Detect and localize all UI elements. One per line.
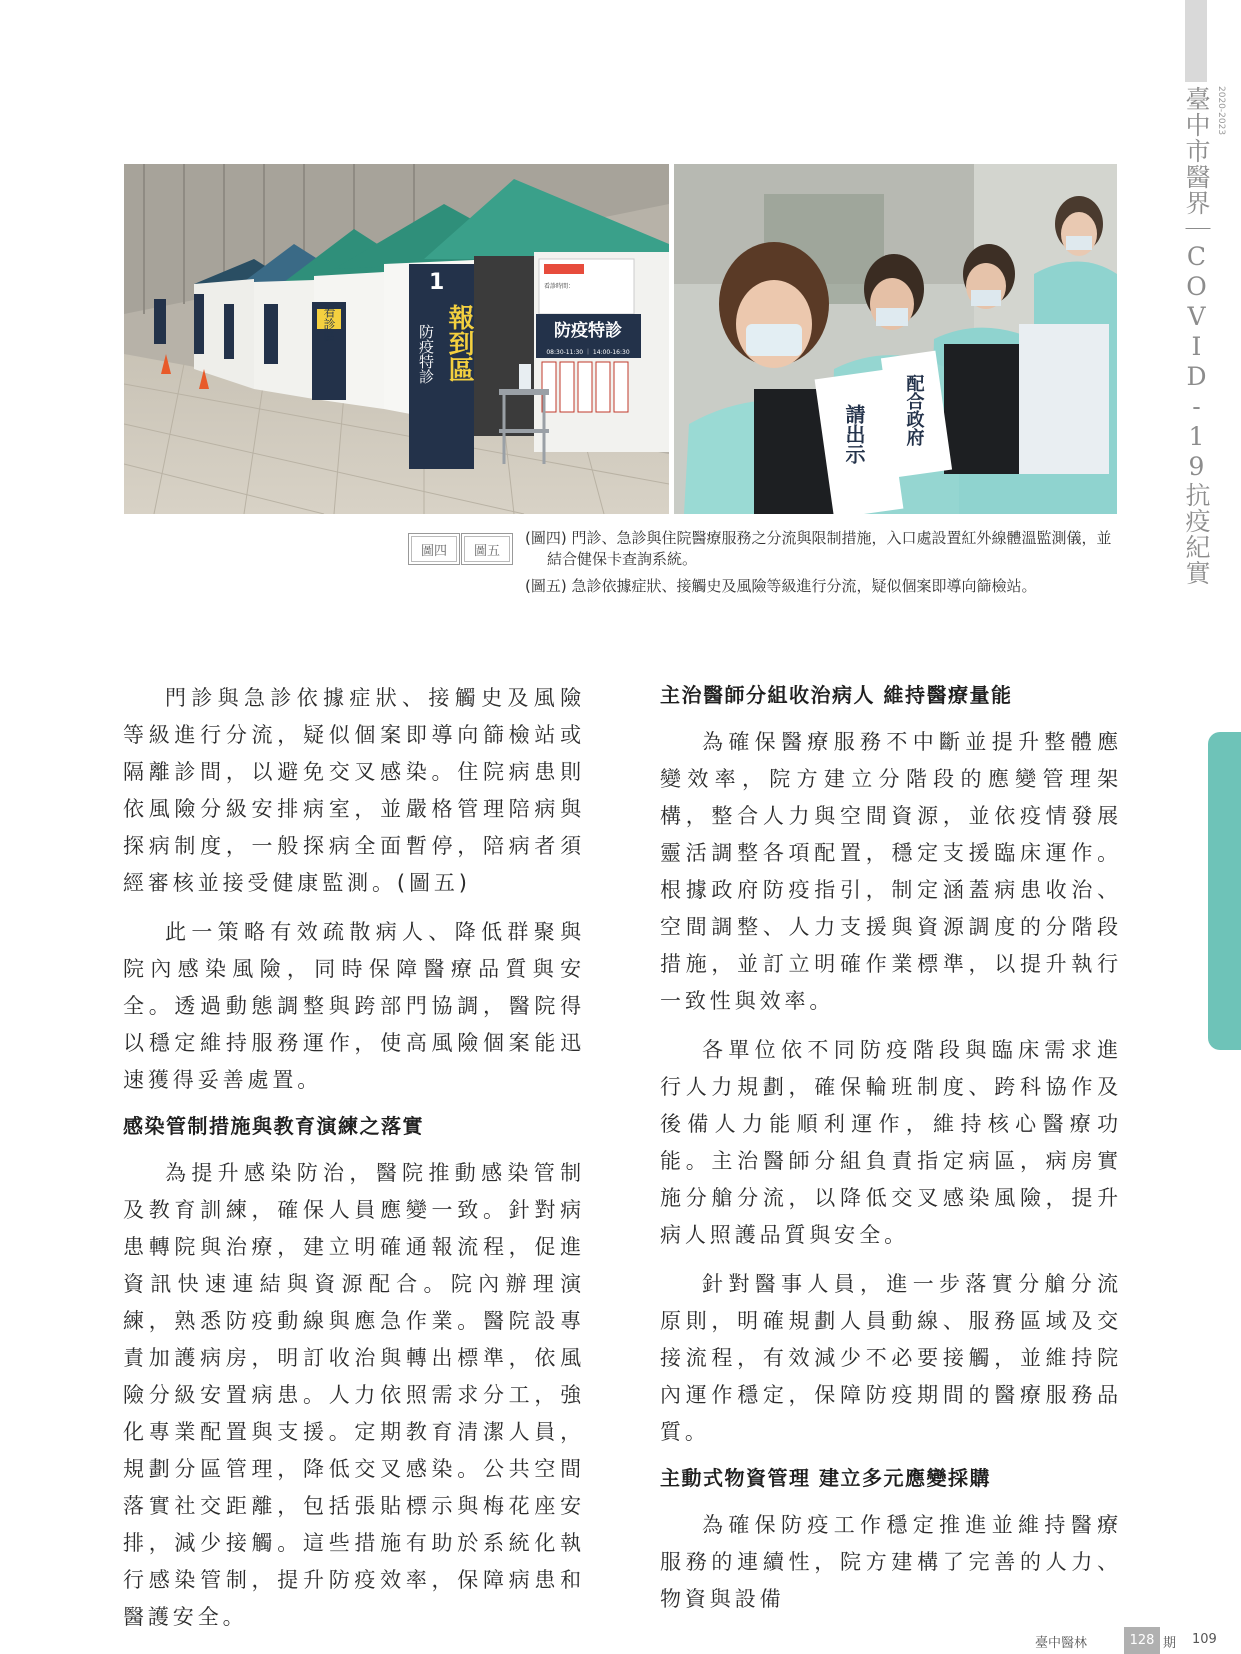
side-running-title: 臺中市醫界｜COVID-19抗疫紀實 [1182,86,1211,586]
footer-issue-label: 期 [1163,1636,1177,1651]
right-heading-supply-management: 主動式物資管理 建立多元應變採購 [660,1466,991,1490]
left-heading-infection-control: 感染管制措施與教育演練之落實 [123,1114,424,1138]
footer-journal-name: 臺中醫林 [1035,1636,1088,1651]
sign-checkin-text: 報到區 [444,304,474,382]
banner-b-text: 配合政府 [903,374,925,446]
side-teal-tab [1208,732,1241,1050]
figure-tag-5: 圖五 [461,533,513,565]
sign-vertical-text: 防疫特診 [417,324,435,384]
sign-number: 1 [429,270,445,295]
board-top-text: 看診時間： [544,283,575,290]
left-paragraph-1: 門診與急診依據症狀、接觸史及風險等級進行分流，疑似個案即導向篩檢站或隔離診間，以避免交叉感染。住院病患則依風險分級安排病室，並嚴格管理陪病與探病制度，一般探病全面暫停，陪病者須經審核並接受健康監測。(圖五) [123,686,585,895]
left-paragraph-2: 此一策略有效疏散病人、降低群聚與院內感染風險，同時保障醫療品質與安全。透過動態調整與跨部門協調，醫院得以穩定維持服務運作，使高風險個案能迅速獲得妥善處置。 [123,920,585,1092]
right-paragraph-2: 各單位依不同防疫階段與臨床需求進行人力規劃，確保輪班制度、跨科協作及後備人力能順利運作，維持核心醫療功能。主治醫師分組負責指定病區，病房實施分艙分流，以降低交叉感染風險，提升病人照護品質與安全。 [660,1038,1122,1247]
right-paragraph-1: 為確保醫療服務不中斷並提升整體應變效率，院方建立分階段的應變管理架構，整合人力與空間資源，並依疫情發展靈活調整各項配置，穩定支援臨床運作。根據政府防疫指引，制定涵蓋病患收治、空間調整、人力支援與資源調度的分階段措施，並訂立明確作業標準，以提升執行一致性與效率。 [660,730,1122,1013]
photo-figure-4 [124,164,669,514]
board-title: 防疫特診 [554,321,622,341]
figure-tag-4: 圖四 [408,533,460,565]
left-paragraph-3: 為提升感染防治，醫院推動感染管制及教育訓練，確保人員應變一致。針對病患轉院與治療，建立明確通報流程，促進資訊快速連結與資源配合。院內辦理演練，熟悉防疫動線與應急作業。醫院設專責加護病房，明訂收治與轉出標準，依風險分級安置病患。人力依照需求分工，強化專業配置與支援。定期教育清潔人員，規劃分區管理，降低交叉感染。公共空間落實社交距離，包括張貼標示與梅花座安排，減少接觸。這些措施有助於系統化執行感染管制，提升防疫效率，保障病患和醫護安全。 [123,1161,585,1629]
side-gray-bar [1185,0,1207,82]
figure-captions [525,528,1125,603]
right-paragraph-3: 針對醫事人員，進一步落實分艙分流原則，明確規劃人員動線、服務區域及交接流程，有效減少不必要接觸，並維持院內運作穩定，保障防疫期間的醫療服務品質。 [660,1272,1122,1444]
caption-figure-5: (圖五) 急診依據症狀、接觸史及風險等級進行分流，疑似個案即導向篩檢站。 [525,577,1037,595]
board-time: 08:30-11:30 ｜ 14:00-16:30 [546,349,630,356]
footer-page-number: 109 [1192,1632,1217,1647]
side-years: 2020-2023 [1216,86,1226,136]
photo-figure-5 [674,164,1117,514]
caption-figure-4: (圖四) 門診、急診與住院醫療服務之分流與限制措施，入口處設置紅外線體溫監測儀，並結合健保卡查詢系統。 [525,529,1112,568]
footer-issue-number: 128 [1124,1627,1160,1654]
banner-a-text: 請出示 [842,404,866,464]
right-column [660,680,1122,1630]
tent-sign-text-1: 看診區 [322,306,336,342]
right-paragraph-4: 為確保防疫工作穩定推進並維持醫療服務的連續性，院方建構了完善的人力、物資與設備 [660,1513,1122,1611]
right-heading-attending-groups: 主治醫師分組收治病人 維持醫療量能 [660,683,1013,707]
left-column [123,680,585,1648]
